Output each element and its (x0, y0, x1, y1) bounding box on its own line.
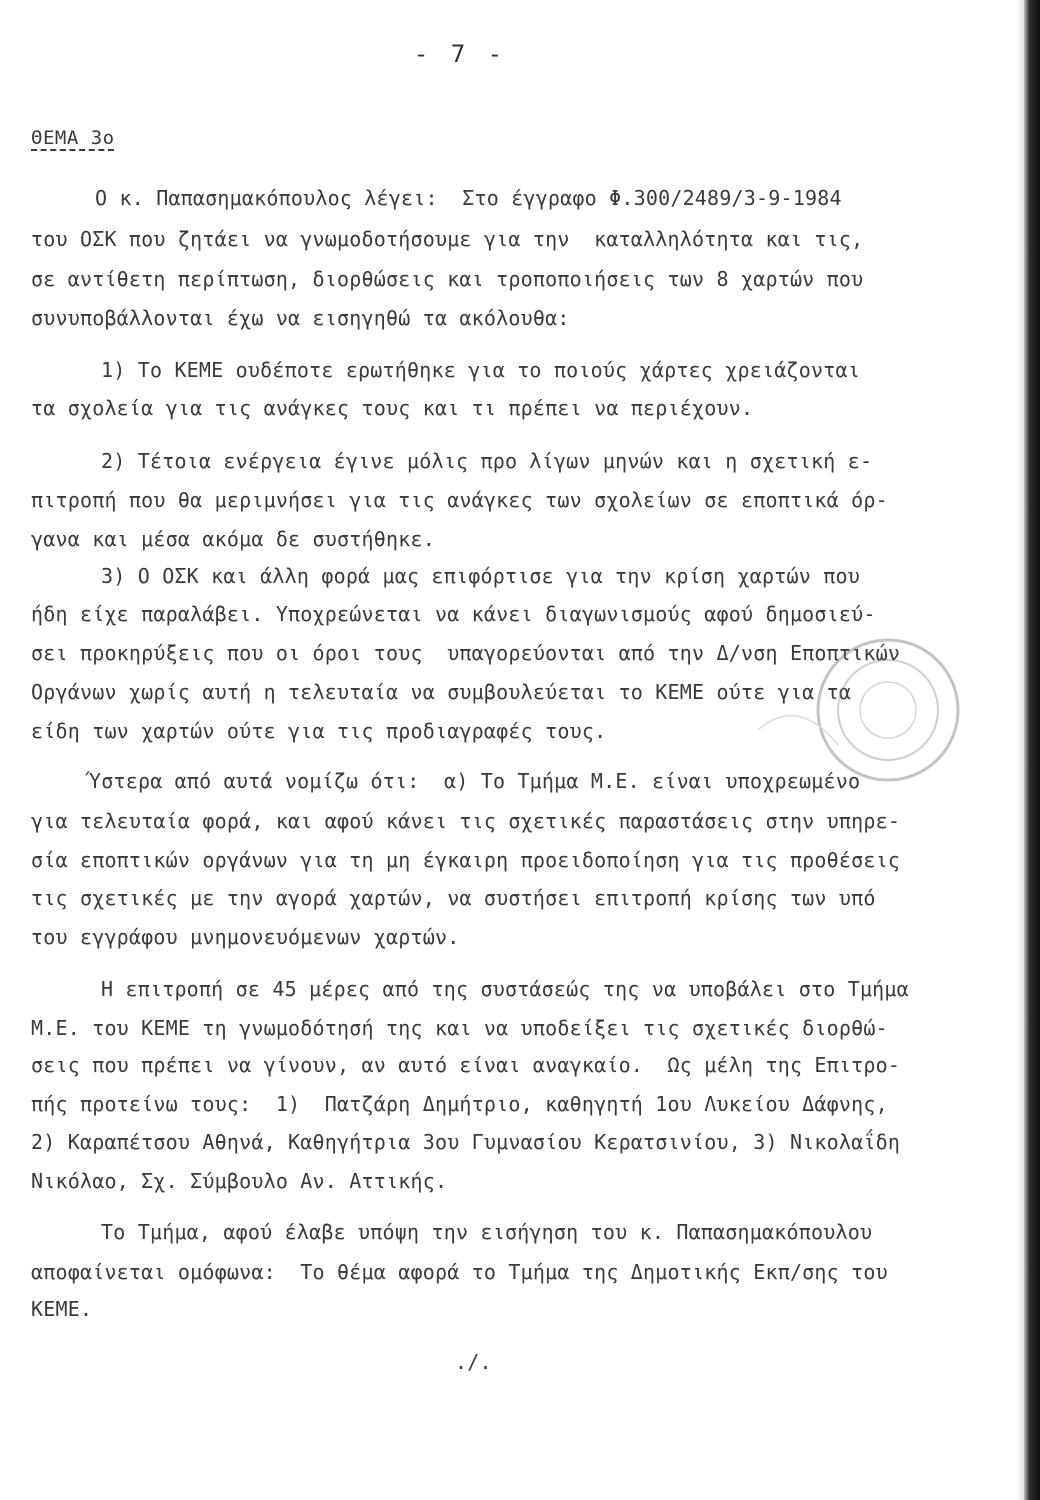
section-heading: ΘΕΜΑ 3ο (31, 127, 115, 149)
body-line: σει προκηρύξεις που οι όροι τους υπαγορεύονται από την Δ/νση Εποπτικών (31, 641, 901, 665)
body-line: 2) Τέτοια ενέργεια έγινε μόλις προ λίγων μηνών και η σχετική ε- (101, 449, 873, 473)
body-line: 1) Το ΚΕΜΕ ουδέποτε ερωτήθηκε για το ποιούς χάρτες χρειάζονται (101, 358, 860, 382)
body-line: σία εποπτικών οργάνων για τη μη έγκαιρη προειδοποίηση για τις προθέσεις (31, 848, 901, 872)
body-line: του ΟΣΚ που ζητάει να γνωμοδοτήσουμε για την καταλληλότητα και τις, (31, 227, 864, 251)
body-line: Η επιτροπή σε 45 μέρες από της συστάσεώς της να υποβάλει στο Τμήμα (101, 977, 909, 1001)
scan-edge (1024, 0, 1040, 1500)
body-line: Νικόλαο, Σχ. Σύμβουλο Αν. Αττικής. (31, 1169, 448, 1193)
body-line: του εγγράφου μνημονευόμενων χαρτών. (31, 925, 460, 949)
body-line: γανα και μέσα ακόμα δε συστήθηκε. (31, 527, 435, 551)
body-line: σε αντίθετη περίπτωση, διορθώσεις και τροποποιήσεις των 8 χαρτών που (31, 267, 864, 291)
body-line: συνυποβάλλονται έχω να εισηγηθώ τα ακόλουθα: (31, 306, 570, 330)
body-line: 2) Καραπέτσου Αθηνά, Καθηγήτρια 3ου Γυμνασίου Κερατσινίου, 3) Νικολαΐδη (31, 1130, 901, 1154)
body-line: ΚΕΜΕ. (31, 1297, 93, 1321)
body-line: Ύστερα από αυτά νομίζω ότι: α) Το Τμήμα Μ.Ε. είναι υποχρεωμένο (89, 769, 861, 793)
body-line: Ο κ. Παπασημακόπουλος λέγει: Στο έγγραφο Φ.300/2489/3-9-1984 (95, 186, 842, 210)
closing-mark: ./. (455, 1350, 492, 1374)
page-number: - 7 - (413, 40, 507, 68)
body-line: Το Τμήμα, αφού έλαβε υπόψη την εισήγηση του κ. Παπασημακόπουλου (101, 1220, 873, 1244)
scan-edge-highlight (1016, 0, 1024, 1500)
body-line: σεις που πρέπει να γίνουν, αν αυτό είναι αναγκαίο. Ως μέλη της Επιτρο- (31, 1053, 901, 1077)
body-line: πής προτείνω τους: 1) Πατζάρη Δημήτριο, καθηγητή 1ου Λυκείου Δάφνης, (31, 1092, 888, 1116)
body-line: αποφαίνεται ομόφωνα: Το θέμα αφορά το Τμήμα της Δημοτικής Εκπ/σης του (31, 1260, 888, 1284)
body-line: τις σχετικές με την αγορά χαρτών, να συστήσει επιτροπή κρίσης των υπό (31, 886, 876, 910)
office-stamp (738, 635, 968, 825)
body-line: πιτροπή που θα μεριμνήσει για τις ανάγκες των σχολείων σε εποπτικά όρ- (31, 488, 888, 512)
body-line: Μ.Ε. του ΚΕΜΕ τη γνωμοδότησή της και να υποδείξει τις σχετικές διορθώ- (31, 1016, 888, 1040)
body-line: τα σχολεία για τις ανάγκες τους και τι πρέπει να περιέχουν. (31, 396, 754, 420)
body-line: για τελευταία φορά, και αφού κάνει τις σχετικές παραστάσεις στην υπηρε- (31, 809, 901, 833)
body-line: Οργάνων χωρίς αυτή η τελευταία να συμβουλεύεται το ΚΕΜΕ ούτε για τα (31, 680, 852, 704)
body-line: ήδη είχε παραλάβει. Υποχρεώνεται να κάνει διαγωνισμούς αφού δημοσιεύ- (31, 602, 876, 626)
body-line: είδη των χαρτών ούτε για τις προδιαγραφές τους. (31, 719, 607, 743)
body-line: 3) Ο ΟΣΚ και άλλη φορά μας επιφόρτισε για την κρίση χαρτών που (101, 564, 860, 588)
